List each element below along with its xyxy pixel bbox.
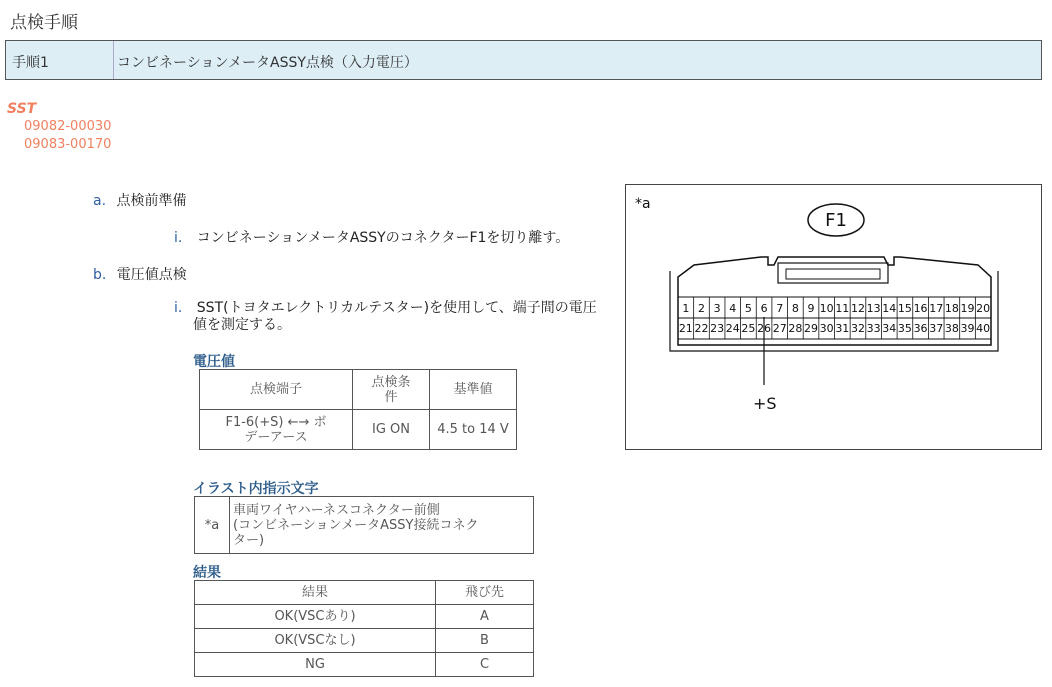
legend-key-cell: *a <box>195 497 230 554</box>
top-pin-7: 7 <box>776 302 784 315</box>
terminal-label: +S <box>753 394 777 413</box>
step-a <box>93 190 186 210</box>
bottom-pin-22: 22 <box>694 322 709 335</box>
top-pin-16: 16 <box>913 302 928 315</box>
dest-cell: C <box>436 653 534 677</box>
bottom-pin-35: 35 <box>897 322 912 335</box>
step-b-i-text-line2: 値を測定する。 <box>193 317 291 333</box>
terminal-line: デーアース <box>244 429 308 445</box>
step-a-title: 点検前準備 <box>116 193 187 209</box>
roman-numeral: i. <box>174 300 183 316</box>
bottom-pin-27: 27 <box>772 322 787 335</box>
legend-desc-line: 車両ワイヤハーネスコネクター前側 <box>233 502 440 518</box>
top-pin-19: 19 <box>960 302 975 315</box>
result-heading: 結果 <box>193 565 221 581</box>
connector-latch <box>778 263 888 283</box>
connector-label: F1 <box>825 210 847 231</box>
top-pin-6: 6 <box>760 302 768 315</box>
bottom-pin-37: 37 <box>929 322 944 335</box>
step-a-i <box>174 227 569 247</box>
top-pin-8: 8 <box>791 302 799 315</box>
result-cell: OK(VSCなし) <box>195 629 436 653</box>
bottom-pin-30: 30 <box>819 322 834 335</box>
bottom-pin-36: 36 <box>913 322 928 335</box>
page-title: 点検手順 <box>10 13 78 33</box>
bottom-pin-25: 25 <box>741 322 756 335</box>
bottom-pin-40: 40 <box>976 322 991 335</box>
voltage-value-cell: 4.5 to 14 V <box>430 410 517 450</box>
step-letter: a. <box>93 193 107 209</box>
voltage-header-value: 基準値 <box>430 370 517 410</box>
roman-numeral: i. <box>174 230 183 246</box>
result-cell: NG <box>195 653 436 677</box>
bottom-pin-38: 38 <box>944 322 959 335</box>
voltage-terminal-cell <box>200 410 353 450</box>
bottom-pin-21: 21 <box>678 322 693 335</box>
top-pin-15: 15 <box>897 302 912 315</box>
result-header-result: 結果 <box>195 581 436 605</box>
dest-cell: B <box>436 629 534 653</box>
voltage-condition-cell: IG ON <box>353 410 430 450</box>
top-pin-20: 20 <box>976 302 991 315</box>
top-pin-14: 14 <box>882 302 897 315</box>
top-pin-3: 3 <box>713 302 721 315</box>
step-b-i <box>174 300 597 334</box>
top-pin-11: 11 <box>835 302 850 315</box>
sst-label: SST <box>7 101 37 117</box>
header-line: 点検条 <box>371 374 411 390</box>
bottom-pin-34: 34 <box>882 322 897 335</box>
top-pin-2: 2 <box>697 302 705 315</box>
connector-diagram <box>625 184 1042 450</box>
top-pin-10: 10 <box>819 302 834 315</box>
voltage-table <box>199 369 517 450</box>
legend-table <box>194 496 534 554</box>
step-divider <box>113 41 114 79</box>
bottom-pin-23: 23 <box>710 322 725 335</box>
top-pin-12: 12 <box>850 302 865 315</box>
voltage-header-terminal: 点検端子 <box>200 370 353 410</box>
table-row <box>195 605 534 629</box>
terminal-line: F1-6(+S) ←→ ボ <box>225 414 327 430</box>
table-row <box>195 629 534 653</box>
top-pin-9: 9 <box>807 302 815 315</box>
table-row <box>195 653 534 677</box>
bottom-pin-32: 32 <box>850 322 865 335</box>
dest-cell: A <box>436 605 534 629</box>
bottom-pin-24: 24 <box>725 322 740 335</box>
step-number: 手順1 <box>12 55 49 71</box>
bottom-pin-33: 33 <box>866 322 881 335</box>
diagram-legend-key: *a <box>635 196 651 212</box>
legend-desc-line: ター) <box>233 532 265 548</box>
top-pin-18: 18 <box>944 302 959 315</box>
legend-desc-line: (コンビネーションメータASSY接続コネク <box>233 517 479 533</box>
legend-heading: イラスト内指示文字 <box>193 481 319 497</box>
step-b-i-text-line1: SST(トヨタエレクトリカルテスター)を使用して、端子間の電圧 <box>196 300 597 316</box>
step-letter: b. <box>93 267 107 283</box>
legend-desc-cell <box>230 497 534 554</box>
voltage-heading: 電圧値 <box>193 354 235 370</box>
top-pin-17: 17 <box>929 302 944 315</box>
bottom-pin-31: 31 <box>835 322 850 335</box>
header-line: 件 <box>384 389 398 405</box>
result-cell: OK(VSCあり) <box>195 605 436 629</box>
bottom-pin-39: 39 <box>960 322 975 335</box>
result-header-dest: 飛び先 <box>436 581 534 605</box>
result-table <box>194 580 534 677</box>
voltage-header-condition <box>353 370 430 410</box>
top-pin-13: 13 <box>866 302 881 315</box>
bottom-pin-29: 29 <box>804 322 818 335</box>
step-a-i-text: コンビネーションメータASSYのコネクターF1を切り離す。 <box>196 230 570 246</box>
bottom-pin-26: 26 <box>757 322 772 335</box>
step-header <box>5 40 1042 80</box>
step-b-title: 電圧値点検 <box>116 267 187 283</box>
step-b <box>93 264 187 284</box>
step-title: コンビネーションメータASSY点検（入力電圧） <box>117 55 418 71</box>
sst-code: 09082-00030 <box>24 119 112 134</box>
top-pin-5: 5 <box>744 302 752 315</box>
connector-latch-inner <box>786 269 880 279</box>
top-pin-4: 4 <box>729 302 737 315</box>
bottom-pin-28: 28 <box>788 322 803 335</box>
top-pin-1: 1 <box>682 302 690 315</box>
sst-code: 09083-00170 <box>24 137 112 152</box>
